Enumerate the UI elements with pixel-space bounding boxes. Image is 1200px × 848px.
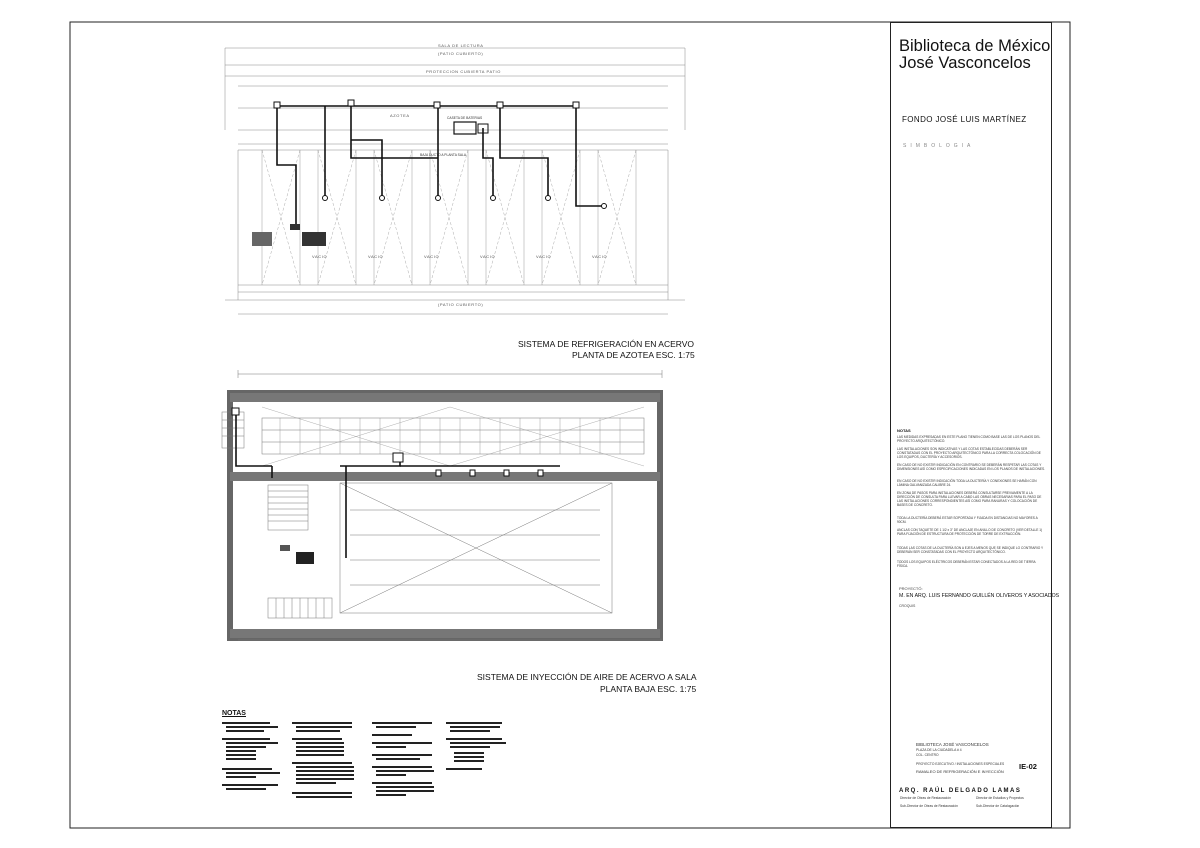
- title-block-notes-heading: NOTAS: [897, 428, 911, 433]
- title-block-note: ANCLAS CON TAQUETE DE 1 1/2 x 3" DE ANCLAJE EN ANILLO DE CONCRETO (VER DETALLE 1) PARA FIJACIÓN DE ESTRUCTURA DE PROTECCIÓN DE TORRE DE EXTRACCIÓN.: [897, 528, 1043, 536]
- vacio-label: VACIO: [592, 254, 608, 259]
- vacio-label: VACIO: [424, 254, 440, 259]
- title-block-note: TODOS LOS EQUIPOS ELÉCTRICOS DEBERÁN ESTAR CONECTADOS A LA RED DE TIERRA FÍSICA.: [897, 560, 1036, 568]
- project-name-line2: PLAZA DE LA CIUDADELA # 4: [916, 748, 962, 752]
- director-name: ARQ. RAÚL DELGADO LAMAS: [899, 788, 1022, 794]
- top-caption-line2: PLANTA DE AZOTEA ESC. 1:75: [572, 350, 695, 360]
- library-title-line1: Biblioteca de México: [899, 37, 1051, 55]
- title-block-note: TODAS LAS COTAS DE LA DUCTERÍA SON A EJES A MENOS QUE SE INDIQUE LO CONTRARIO Y DEBERÁN SER CONSTATADAS CON EL PROYECTO ARQUITECTÓNICO.: [897, 546, 1044, 554]
- simbologia-label: SIMBOLOGIA: [903, 143, 975, 149]
- bottom-caption-line1: SISTEMA DE INYECCIÓN DE AIRE DE ACERVO A SALA: [477, 672, 697, 682]
- sheet-code: IE-02: [1019, 762, 1037, 771]
- top-caption-line1: SISTEMA DE REFRIGERACIÓN EN ACERVO: [518, 339, 695, 349]
- vacio-label: VACIO: [480, 254, 496, 259]
- patio-bottom-label: (PATIO CUBIERTO): [438, 302, 484, 307]
- plan-type: PROYECTO EJECUTIVO / INSTALACIONES ESPECIALES: [916, 762, 1005, 766]
- bottom-caption-line2: PLANTA BAJA ESC. 1:75: [600, 684, 697, 694]
- patio-label: (PATIO CUBIERTO): [438, 51, 484, 56]
- sala-label: SALA DE LECTURA: [438, 43, 484, 48]
- proyecto-label: PROYECTÓ:: [899, 586, 923, 591]
- caseta-label: CASETA DE BATERIAS: [447, 116, 483, 120]
- sub-role-2: Sub-Director de Catalogación: [976, 804, 1020, 808]
- vacio-label: VACIO: [536, 254, 552, 259]
- plan-name: RAMALEO DE REFRIGERACIÓN E INYECCIÓN: [916, 769, 1004, 774]
- title-block-note: TODA LA DUCTERÍA DEBERÁ ESTAR SOPORTADA Y FIJADA EN DISTANCIAS NO MAYORES A 90CM.: [897, 516, 1038, 524]
- bajada-label: BAJA DUCTO A PLANTA SALA: [420, 153, 467, 157]
- azotea-label: AZOTEA: [390, 113, 410, 118]
- library-title-line2: José Vasconcelos: [899, 54, 1031, 72]
- title-block-note: LAS INSTALACIONES SON INDICATIVAS Y LAS COTAS ESTABLECIDAS DEBERÁN SER CONSTATADAS CON EL PROYECTO ARQUITECTÓNICO PARA LA CORRECTA COLOCACIÓN DE LOS EQUIPOS, DUCTERÍA Y ACCESORIOS.: [897, 447, 1041, 459]
- project-name-line1: BIBLIOTECA JOSÉ VASCONCELOS: [916, 742, 989, 747]
- title-block-note: EN CASO DE NO EXISTIR INDICACIÓN TODA LA DUCTERÍA Y CONEXIONES SE HARÁN CON LÁMINA GALVANIZADA CALIBRE 24.: [897, 479, 1037, 487]
- vacio-label: VACIO: [312, 254, 328, 259]
- director-role-2: Director de Estudios y Proyectos: [976, 796, 1024, 800]
- proyecto-name: M. EN ARQ. LUIS FERNANDO GUILLÉN OLIVEROS Y ASOCIADOS: [899, 593, 1060, 599]
- title-block-note: EN CASO DE NO EXISTIR INDICACIÓN EN CONTRARIO SE DEBERÁN RESPETAR LAS COTAS Y DIMENSIONES ASÍ COMO ESPECIFICACIONES INDICADAS EN LOS PLANOS DE INSTALACIONES.: [897, 463, 1046, 471]
- project-name-line3: COL. CENTRO: [916, 753, 939, 757]
- title-block-note: LAS MEDIDAS EXPRESADAS EN ESTE PLANO TIENEN COMO BASE LAS DE LOS PLANOS DEL PROYECTO ARQUITECTÓNICO.: [897, 435, 1041, 443]
- key-plan-label: CROQUIS: [899, 604, 916, 608]
- director-role-1: Director de Obras de Restauración: [900, 796, 951, 800]
- fondo-label: FONDO JOSÉ LUIS MARTÍNEZ: [902, 115, 1027, 124]
- notes-heading: NOTAS: [222, 710, 246, 717]
- vacio-label: VACIO: [368, 254, 384, 259]
- title-block-note: EN ZONA DE PASOS PARA INSTALACIONES DEBERÁ CONSULTARSE PREVIAMENTE A LA DIRECCIÓN DE CONSULTA PARA LLEVAR A CABO LAS OBRAS NECESARIAS PARA EL PASO DE LAS INSTALACIONES CORRESPONDIENTES ASÍ COMO PARA RANURAS Y COLOCACIÓN DE BASES DE CONCRETO.: [897, 491, 1042, 507]
- sub-role-1: Sub-Director de Obras de Restauración: [900, 804, 958, 808]
- protection-label: PROTECCION CUBIERTA PATIO: [426, 69, 501, 74]
